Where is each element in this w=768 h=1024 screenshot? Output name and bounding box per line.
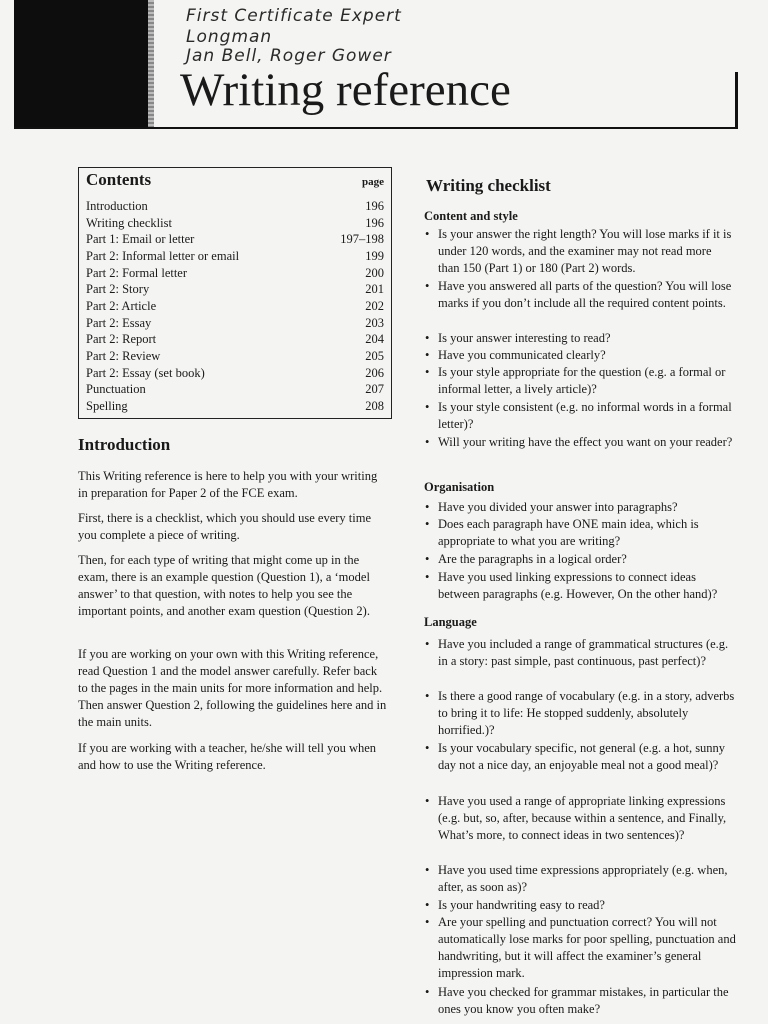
toc-label: Part 2: Informal letter or email	[86, 249, 240, 263]
section-title-language: Language	[424, 615, 477, 629]
toc-label: Part 2: Formal letter	[86, 266, 188, 280]
toc-row	[86, 348, 384, 365]
toc-page: 206	[365, 366, 384, 380]
checklist-item: • Will your writing have the effect you want on your reader?	[425, 435, 733, 449]
bullet-icon: •	[425, 915, 430, 929]
title-tick	[735, 72, 738, 128]
toc-row	[86, 215, 384, 232]
toc-page: 208	[365, 399, 384, 413]
bullet-icon: •	[425, 365, 430, 379]
section-title-organisation: Organisation	[424, 480, 495, 494]
toc-page: 204	[365, 332, 384, 346]
intro-paragraph: First, there is a checklist, which you should use every time you complete a piece of writing.	[78, 511, 371, 542]
checklist-item: • Have you checked for grammar mistakes, in particular the ones you know you often make?	[425, 985, 729, 1016]
bullet-icon: •	[425, 517, 430, 531]
toc-label: Part 2: Review	[86, 349, 161, 363]
toc-row	[86, 331, 384, 348]
title-rule	[14, 127, 738, 129]
toc-row	[86, 265, 384, 282]
contents-heading: Contents	[86, 170, 152, 189]
toc-row	[86, 298, 384, 315]
toc-label: Spelling	[86, 399, 128, 413]
checklist-item: • Is your vocabulary specific, not general (e.g. a hot, sunny day not a nice day, an enjoyable meal not a good meal)?	[425, 741, 726, 772]
section-title-content-style: Content and style	[424, 209, 518, 223]
handwritten-note-line: Jan Bell, Roger Gower	[186, 46, 392, 66]
bullet-icon: •	[425, 400, 430, 414]
bullet-icon: •	[425, 637, 430, 651]
bullet-icon: •	[425, 689, 430, 703]
checklist-item: • Is your handwriting easy to read?	[425, 898, 605, 912]
toc-label: Part 2: Story	[86, 282, 150, 296]
toc-row	[86, 315, 384, 332]
checklist-item: • Is there a good range of vocabulary (e.g. in a story, adverbs to bring it to life: He stopped suddenly, absolutely horrified.)?	[425, 689, 735, 737]
checklist-item: • Have you used time expressions appropriately (e.g. when, after, as soon as)?	[425, 863, 728, 894]
checklist-item: • Are your spelling and punctuation correct? You will not automatically lose marks for poor spelling, punctuation and handwriting, but it will affect the examiner’s general impression mark.	[425, 915, 736, 980]
intro-paragraph: This Writing reference is here to help you with your writing in preparation for Paper 2 of the FCE exam.	[78, 469, 378, 500]
intro-paragraph: If you are working on your own with this Writing reference, read Question 1 and the model answer carefully. Refer back to the pages in the main units for more information and help. Then answer Question 2, following the guidelines here and in the main units.	[78, 647, 387, 729]
toc-label: Part 2: Essay (set book)	[86, 366, 205, 380]
checklist-item: • Have you used linking expressions to connect ideas between paragraphs (e.g. However, On the other hand)?	[425, 570, 718, 601]
bullet-icon: •	[425, 741, 430, 755]
checklist-item: • Are the paragraphs in a logical order?	[425, 552, 627, 566]
handwritten-note-line: First Certificate Expert	[186, 6, 402, 26]
bullet-icon: •	[425, 898, 430, 912]
checklist-heading: Writing checklist	[426, 176, 551, 195]
bullet-icon: •	[425, 331, 430, 345]
toc-page: 196	[365, 216, 384, 230]
bullet-icon: •	[425, 500, 430, 514]
toc-label: Part 2: Report	[86, 332, 157, 346]
contents-page-label: page	[362, 176, 384, 188]
header-black-bar	[14, 0, 148, 128]
toc-label: Part 2: Article	[86, 299, 157, 313]
checklist-item: • Does each paragraph have ONE main idea, which is appropriate to what you are writing?	[425, 517, 699, 548]
toc-label: Part 2: Essay	[86, 316, 152, 330]
toc-page: 200	[365, 266, 384, 280]
toc-row	[86, 281, 384, 298]
contents-box	[78, 167, 392, 419]
bullet-icon: •	[425, 985, 430, 999]
toc-row	[86, 198, 384, 215]
bullet-icon: •	[425, 552, 430, 566]
toc-page: 199	[365, 249, 384, 263]
bullet-icon: •	[425, 435, 430, 449]
toc-row	[86, 231, 384, 248]
toc-row	[86, 381, 384, 398]
toc-page: 207	[365, 382, 384, 396]
toc-label: Punctuation	[86, 382, 146, 396]
intro-paragraph: If you are working with a teacher, he/she will tell you when and how to use the Writing reference.	[78, 741, 377, 772]
bullet-icon: •	[425, 863, 430, 877]
bullet-icon: •	[425, 570, 430, 584]
checklist-item: • Have you used a range of appropriate linking expressions (e.g. but, so, after, because within a sentence, and Finally, What’s more, to connect ideas in two sentences)?	[425, 794, 727, 842]
toc-label: Part 1: Email or letter	[86, 232, 195, 246]
toc-page: 197–198	[340, 232, 384, 246]
checklist-item: • Is your style consistent (e.g. no informal words in a formal letter)?	[425, 400, 732, 431]
checklist-item: • Is your answer the right length? You will lose marks if it is under 120 words, and the examiner may not read more than 150 (Part 1) or 180 (Part 2) words.	[425, 227, 732, 275]
bullet-icon: •	[425, 348, 430, 362]
page-title: Writing reference	[180, 64, 511, 116]
toc-page: 201	[365, 282, 384, 296]
toc-row	[86, 248, 384, 265]
bullet-icon: •	[425, 279, 430, 293]
checklist-item: • Is your answer interesting to read?	[425, 331, 611, 345]
toc-page: 203	[365, 316, 384, 330]
checklist-item: • Have you divided your answer into paragraphs?	[425, 500, 678, 514]
toc-page: 202	[365, 299, 384, 313]
checklist-item: • Is your style appropriate for the question (e.g. a formal or informal letter, a lively article)?	[425, 365, 726, 396]
checklist-item: • Have you included a range of grammatical structures (e.g. in a story: past simple, past continuous, past perfect)?	[425, 637, 729, 668]
bullet-icon: •	[425, 227, 430, 241]
intro-paragraph: Then, for each type of writing that might come up in the exam, there is an example question (Question 1), a ‘model answer’ to that question, with notes to help you see the important points, and another exam question (Question 2).	[78, 553, 370, 618]
toc-page: 196	[365, 199, 384, 213]
toc-row	[86, 365, 384, 382]
bullet-icon: •	[425, 794, 430, 808]
checklist-item: • Have you answered all parts of the question? You will lose marks if you don’t include all the required content points.	[425, 279, 732, 310]
handwritten-note-line: Longman	[186, 27, 273, 47]
toc-label: Writing checklist	[86, 216, 172, 230]
introduction-heading: Introduction	[78, 435, 171, 454]
toc-label: Introduction	[86, 199, 148, 213]
checklist-item: • Have you communicated clearly?	[425, 348, 606, 362]
toc-page: 205	[365, 349, 384, 363]
toc-row	[86, 398, 384, 415]
